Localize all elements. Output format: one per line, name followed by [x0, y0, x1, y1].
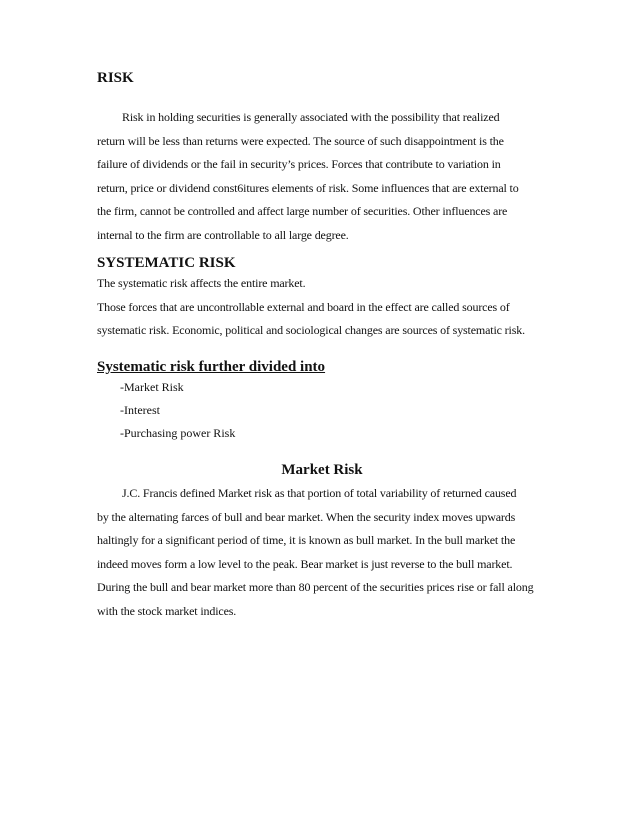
systematic-risk-paragraph	[97, 272, 547, 343]
list-item-market-risk: -Market Risk	[120, 380, 184, 394]
risk-section	[97, 69, 547, 87]
risk-line-2: return will be less than returns were expected. The source of such disappointment is the	[97, 133, 504, 148]
divided-list	[97, 376, 547, 445]
market-risk-line-5: During the bull and bear market more than 80 percent of the securities prices rise or fall along	[97, 580, 534, 594]
list-item-interest: -Interest	[120, 403, 160, 417]
market-risk-paragraph	[97, 482, 547, 623]
list-item-purchasing-power-risk: -Purchasing power Risk	[120, 426, 236, 440]
risk-line-5: the firm, cannot be controlled and affect large number of securities. Other influences are	[97, 204, 508, 218]
systematic-risk-section	[97, 254, 547, 272]
systematic-risk-heading: SYSTEMATIC RISK	[97, 255, 236, 271]
systematic-risk-line-1: The systematic risk affects the entire market.	[97, 276, 306, 290]
market-risk-section	[97, 461, 547, 479]
market-risk-line-1: J.C. Francis defined Market risk as that portion of total variability of returned caused	[122, 486, 517, 500]
risk-line-1: Risk in holding securities is generally associated with the possibility that realized	[122, 110, 500, 124]
market-risk-heading: Market Risk	[281, 462, 363, 478]
systematic-risk-line-3: systematic risk. Economic, political and sociological changes are sources of systematic risk.	[97, 323, 525, 337]
systematic-risk-line-2: Those forces that are uncontrollable external and board in the effect are called sources of	[97, 299, 510, 314]
risk-line-3: failure of dividends or the fail in security’s prices. Forces that contribute to variation in	[97, 157, 501, 171]
market-risk-line-2: by the alternating farces of bull and bear market. When the security index moves upwards	[97, 509, 516, 524]
market-risk-line-3: haltingly for a significant period of time, it is known as bull market. In the bull market the	[97, 533, 516, 547]
risk-paragraph	[97, 106, 547, 247]
divided-section	[97, 358, 547, 376]
market-risk-line-4: indeed moves form a low level to the peak. Bear market is just reverse to the bull market.	[97, 556, 513, 571]
risk-line-4: return, price or dividend const6itures elements of risk. Some influences that are external to	[97, 180, 519, 195]
divided-heading: Systematic risk further divided into	[97, 359, 326, 375]
market-risk-line-6: with the stock market indices.	[97, 603, 237, 618]
risk-heading: RISK	[97, 70, 134, 86]
risk-line-6: internal to the firm are controllable to all large degree.	[97, 227, 349, 242]
